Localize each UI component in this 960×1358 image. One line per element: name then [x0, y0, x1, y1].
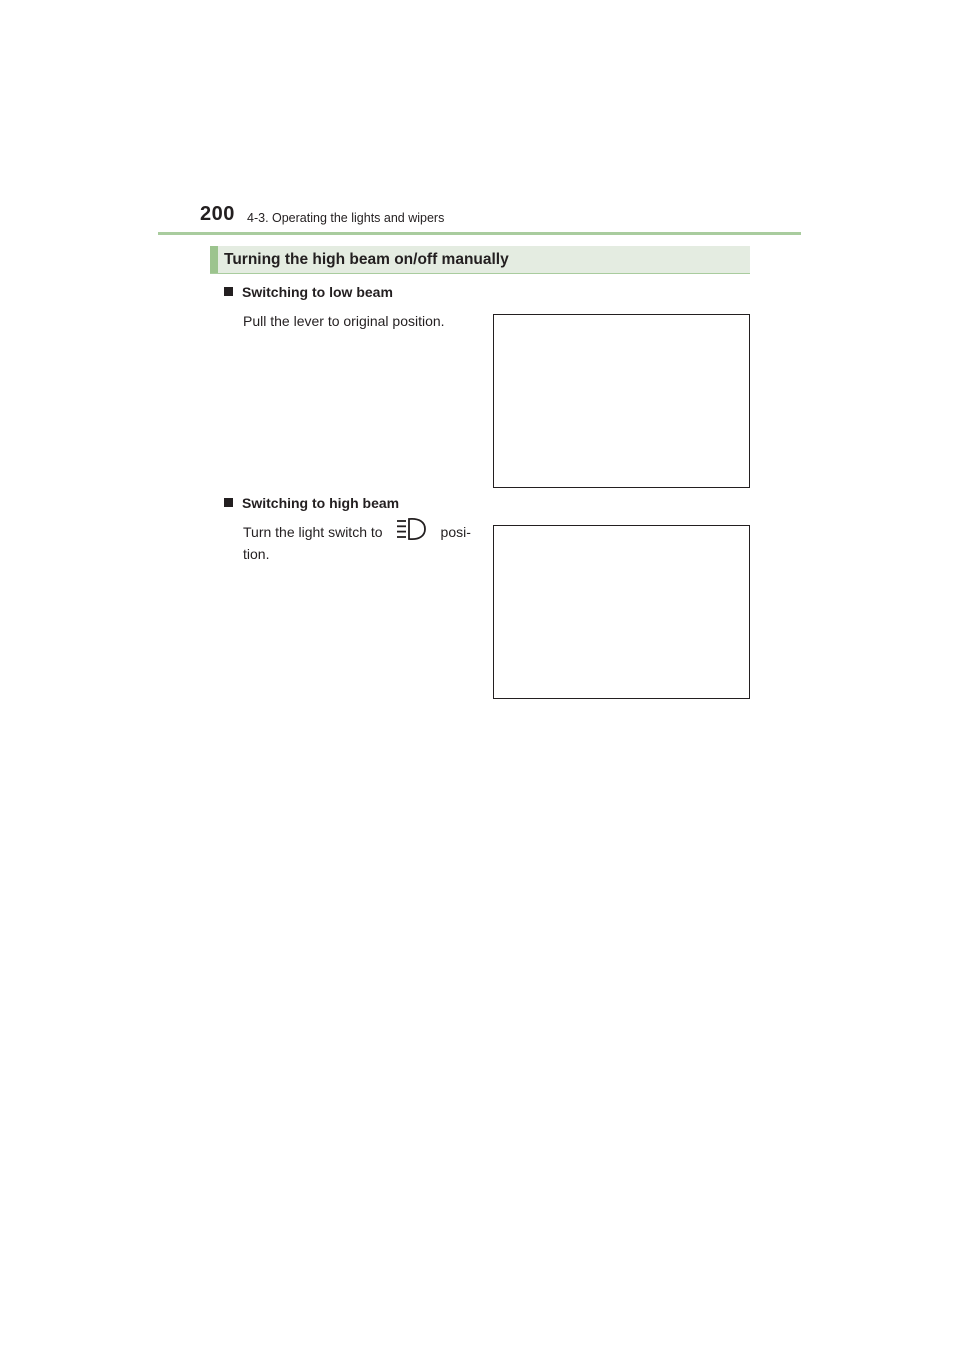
subheading-low-beam-label: Switching to low beam [242, 284, 393, 300]
bullet-square-icon [224, 287, 233, 296]
figure-low-beam [493, 314, 750, 488]
header-rule [158, 232, 801, 235]
figure-high-beam [493, 525, 750, 699]
subheading-high-beam-label: Switching to high beam [242, 495, 400, 511]
body-high-beam [243, 521, 471, 565]
page-number: 200 [200, 203, 235, 225]
body-high-beam-before-icon: Turn the light switch to [243, 524, 383, 540]
bullet-square-icon [224, 498, 233, 507]
body-high-beam-line2: tion. [243, 546, 270, 562]
body-low-beam: Pull the lever to original position. [243, 313, 445, 329]
icon-slot [383, 523, 441, 537]
heading-title: Turning the high beam on/off manually [224, 251, 509, 268]
section-title: 4-3. Operating the lights and wipers [247, 211, 445, 225]
heading-bar [210, 246, 750, 274]
body-high-beam-after-icon: posi- [440, 524, 471, 540]
subheading-low-beam [224, 284, 393, 300]
heading-accent [210, 246, 218, 273]
body-high-beam-line1 [243, 521, 471, 543]
subheading-high-beam [224, 495, 399, 511]
headlight-high-beam-icon [395, 517, 427, 541]
